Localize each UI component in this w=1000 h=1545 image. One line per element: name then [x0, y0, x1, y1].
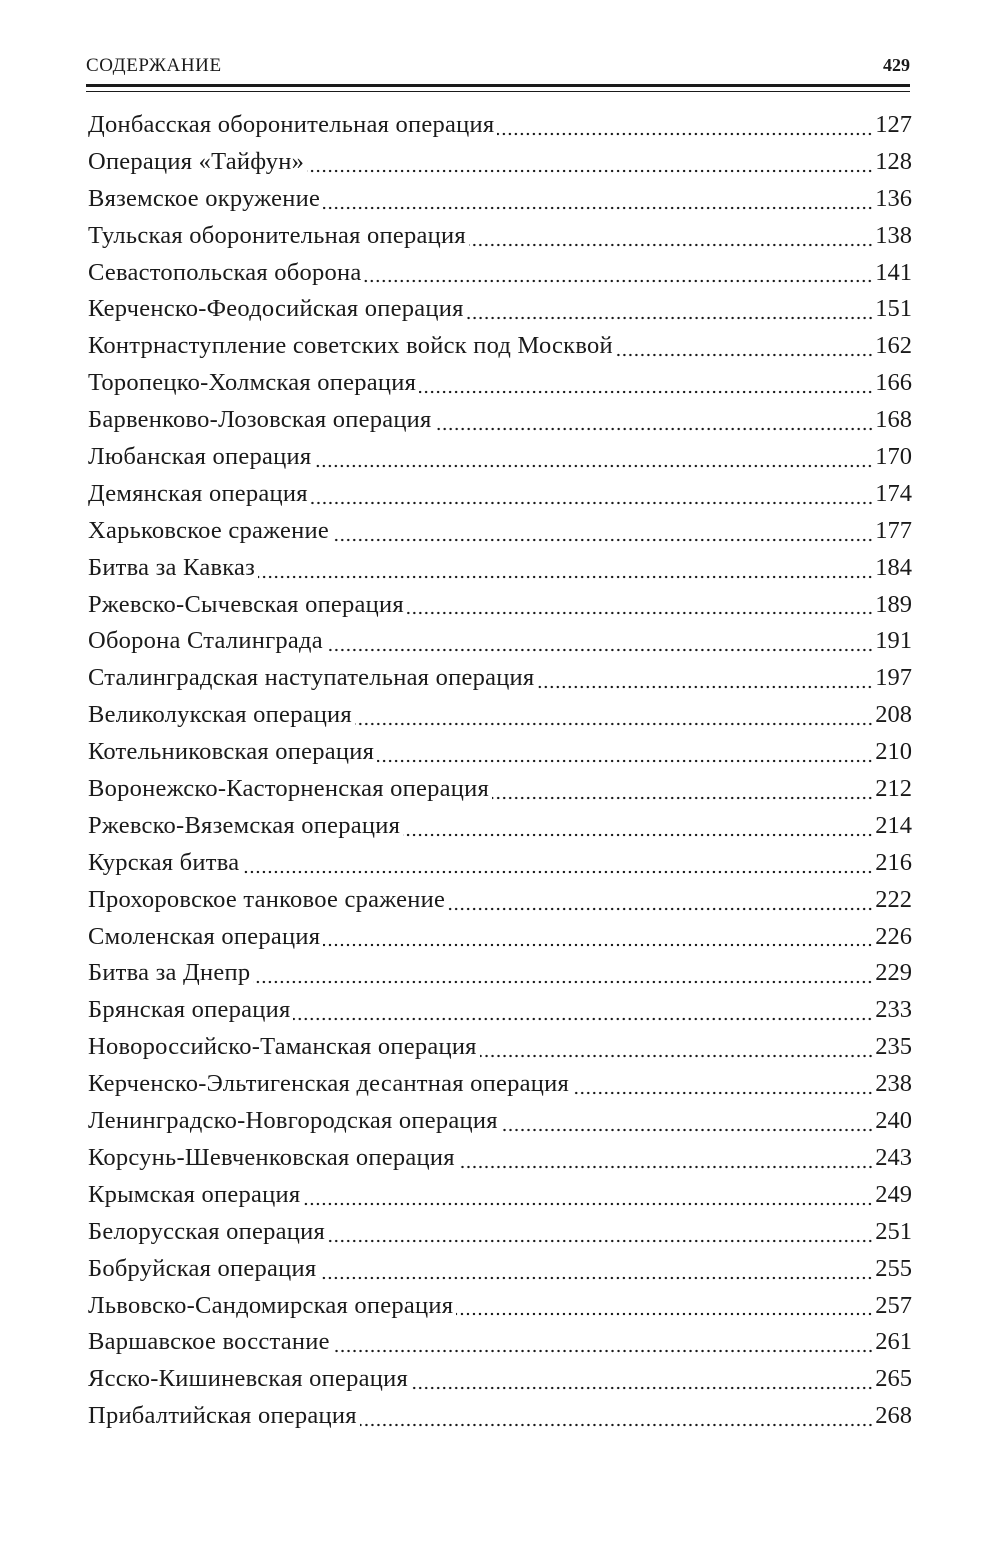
dot-leader	[469, 242, 873, 248]
toc-entry-page: 235	[875, 1033, 912, 1061]
toc-entry-title: Операция «Тайфун»	[88, 147, 305, 175]
toc-entry-title: Воронежско-Касторненская операция	[88, 775, 490, 803]
toc-entry	[88, 1103, 912, 1140]
toc-entry	[88, 955, 912, 992]
dot-leader	[364, 278, 873, 284]
running-title: СОДЕРЖАНИЕ	[86, 55, 222, 76]
toc-entry	[88, 1177, 912, 1214]
dot-leader	[253, 979, 873, 985]
toc-entry-title: Битва за Днепр	[88, 959, 251, 987]
toc-entry-title: Бобруйская операция	[88, 1254, 317, 1282]
toc-entry	[88, 1361, 912, 1398]
toc-entry	[88, 439, 912, 476]
toc-entry-title: Котельниковская операция	[88, 738, 375, 766]
toc-entry	[88, 218, 912, 255]
dot-leader	[435, 426, 874, 432]
dot-leader	[403, 832, 873, 838]
dot-leader	[419, 389, 873, 395]
toc-entry-title: Вяземское окружение	[88, 184, 321, 212]
toc-entry-title: Тульская оборонительная операция	[88, 221, 466, 249]
toc-entry-page: 208	[875, 701, 912, 729]
toc-entry-title: Керченско-Феодосийская операция	[88, 295, 464, 323]
toc-entry	[88, 255, 912, 292]
toc-entry-page: 268	[875, 1402, 912, 1430]
toc-entry	[88, 882, 912, 919]
toc-entry-page: 226	[875, 922, 912, 950]
page-number: 429	[883, 55, 910, 75]
toc-entry-title: Львовско-Сандомирская операция	[88, 1291, 454, 1319]
toc-entry-title: Керченско-Эльтигенская десантная операция	[88, 1070, 569, 1098]
dot-leader	[328, 1238, 873, 1244]
toc-entry-page: 243	[875, 1143, 912, 1171]
dot-leader	[572, 1090, 873, 1096]
toc-entry	[88, 476, 912, 513]
dot-leader	[319, 1275, 873, 1281]
toc-entry-title: Варшавское восстание	[88, 1328, 330, 1356]
dot-leader	[480, 1053, 874, 1059]
toc-entry-title: Харьковское сражение	[88, 516, 329, 544]
toc-entry-page: 151	[875, 295, 912, 323]
toc-entry-title: Курская битва	[88, 848, 240, 876]
toc-entry	[88, 587, 912, 624]
toc-entry-title: Торопецко-Холмская операция	[88, 369, 417, 397]
toc-entry-page: 257	[875, 1291, 912, 1319]
toc-entry-title: Прибалтийская операция	[88, 1402, 357, 1430]
toc-entry	[88, 1251, 912, 1288]
toc-entry-page: 255	[875, 1254, 912, 1282]
toc-entry	[88, 365, 912, 402]
header-rule-thick	[86, 84, 910, 87]
dot-leader	[407, 610, 873, 616]
toc-entry-title: Новороссийско-Таманская операция	[88, 1033, 477, 1061]
toc-entry	[88, 1214, 912, 1251]
toc-entry-page: 222	[875, 885, 912, 913]
toc-entry-page: 128	[875, 147, 912, 175]
dot-leader	[332, 537, 873, 543]
toc-entry-page: 251	[875, 1217, 912, 1245]
dot-leader	[326, 647, 873, 653]
dot-leader	[501, 1127, 874, 1133]
dot-leader	[411, 1385, 873, 1391]
dot-leader	[258, 574, 873, 580]
toc-entry-page: 265	[875, 1365, 912, 1393]
toc-entry	[88, 107, 912, 144]
running-head	[86, 55, 910, 85]
toc-entry-page: 166	[875, 369, 912, 397]
toc-entry-title: Брянская операция	[88, 996, 291, 1024]
toc-entry-page: 233	[875, 996, 912, 1024]
toc-entry	[88, 402, 912, 439]
toc-entry-title: Ржевско-Сычевская операция	[88, 590, 404, 618]
toc-entry-title: Барвенково-Лозовская операция	[88, 406, 432, 434]
dot-leader	[497, 131, 873, 137]
toc-entry	[88, 328, 912, 365]
toc-entry-page: 197	[875, 664, 912, 692]
toc-entry-title: Донбасская оборонительная операция	[88, 111, 495, 138]
toc-entry	[88, 992, 912, 1029]
toc-entry	[88, 144, 912, 181]
toc-entry	[88, 697, 912, 734]
dot-leader	[355, 721, 873, 727]
toc-entry	[88, 550, 912, 587]
toc-entry	[88, 1288, 912, 1325]
toc-entry-page: 138	[875, 221, 912, 249]
toc-entry-page: 136	[875, 184, 912, 212]
toc-entry	[88, 1140, 912, 1177]
dot-leader	[537, 684, 873, 690]
dot-leader	[448, 906, 873, 912]
toc-entry-page: 261	[875, 1328, 912, 1356]
dot-leader	[616, 352, 873, 358]
toc-entry	[88, 513, 912, 550]
toc-entry-page: 214	[875, 811, 912, 839]
toc-entry-page: 240	[875, 1107, 912, 1135]
toc-entry-page: 212	[875, 775, 912, 803]
toc-entry-title: Прохоровское танковое сражение	[88, 885, 446, 913]
toc-entry	[88, 771, 912, 808]
toc-entry-page: 177	[875, 516, 912, 544]
dot-leader	[311, 500, 873, 506]
toc-entry	[88, 734, 912, 771]
toc-entry-title: Смоленская операция	[88, 922, 321, 950]
toc-entry-title: Ржевско-Вяземская операция	[88, 811, 401, 839]
toc-entry-title: Любанская операция	[88, 443, 312, 471]
dot-leader	[293, 1016, 873, 1022]
toc-entry	[88, 919, 912, 956]
toc-entry	[88, 1029, 912, 1066]
toc-entry-page: 229	[875, 959, 912, 987]
dot-leader	[314, 463, 873, 469]
toc-entry	[88, 1066, 912, 1103]
toc-entry	[88, 660, 912, 697]
toc-entry-page: 189	[875, 590, 912, 618]
dot-leader	[323, 942, 873, 948]
toc-entry	[88, 181, 912, 218]
toc-entry-page: 191	[875, 627, 912, 655]
toc-entry	[88, 1324, 912, 1361]
dot-leader	[492, 795, 873, 801]
dot-leader	[458, 1164, 873, 1170]
toc-entry-title: Контрнаступление советских войск под Москвой	[88, 332, 613, 360]
toc-entry	[88, 845, 912, 882]
toc-entry-page: 184	[875, 553, 912, 581]
dot-leader	[323, 205, 873, 211]
dot-leader	[303, 1201, 873, 1207]
table-of-contents	[88, 107, 912, 1435]
toc-entry-title: Ленинградско-Новгородская операция	[88, 1107, 498, 1135]
toc-entry-page: 174	[875, 479, 912, 507]
toc-entry-page: 249	[875, 1180, 912, 1208]
toc-entry-title: Севастопольская оборона	[88, 258, 362, 286]
toc-entry-page: 170	[875, 443, 912, 471]
toc-entry-page: 127	[875, 111, 912, 138]
toc-entry-page: 141	[875, 258, 912, 286]
toc-entry-page: 238	[875, 1070, 912, 1098]
toc-entry-page: 168	[875, 406, 912, 434]
toc-entry-title: Корсунь-Шевченковская операция	[88, 1143, 455, 1171]
toc-entry-title: Великолукская операция	[88, 701, 352, 729]
toc-entry-page: 216	[875, 848, 912, 876]
toc-entry-title: Ясско-Кишиневская операция	[88, 1365, 409, 1393]
toc-entry-title: Битва за Кавказ	[88, 553, 256, 581]
header-rule-thin	[86, 91, 910, 92]
toc-entry	[88, 808, 912, 845]
toc-entry	[88, 623, 912, 660]
toc-entry-title: Белорусская операция	[88, 1217, 325, 1245]
toc-entry-title: Сталинградская наступательная операция	[88, 664, 535, 692]
dot-leader	[307, 168, 873, 174]
toc-entry-page: 210	[875, 738, 912, 766]
toc-entry-title: Демянская операция	[88, 479, 308, 507]
toc-entry	[88, 291, 912, 328]
toc-entry	[88, 1398, 912, 1435]
dot-leader	[456, 1311, 873, 1317]
toc-entry-page: 162	[875, 332, 912, 360]
dot-leader	[333, 1348, 874, 1354]
dot-leader	[360, 1422, 873, 1428]
toc-entry-title: Крымская операция	[88, 1180, 301, 1208]
dot-leader	[467, 315, 874, 321]
toc-entry-title: Оборона Сталинграда	[88, 627, 323, 655]
dot-leader	[242, 869, 873, 875]
dot-leader	[377, 758, 873, 764]
